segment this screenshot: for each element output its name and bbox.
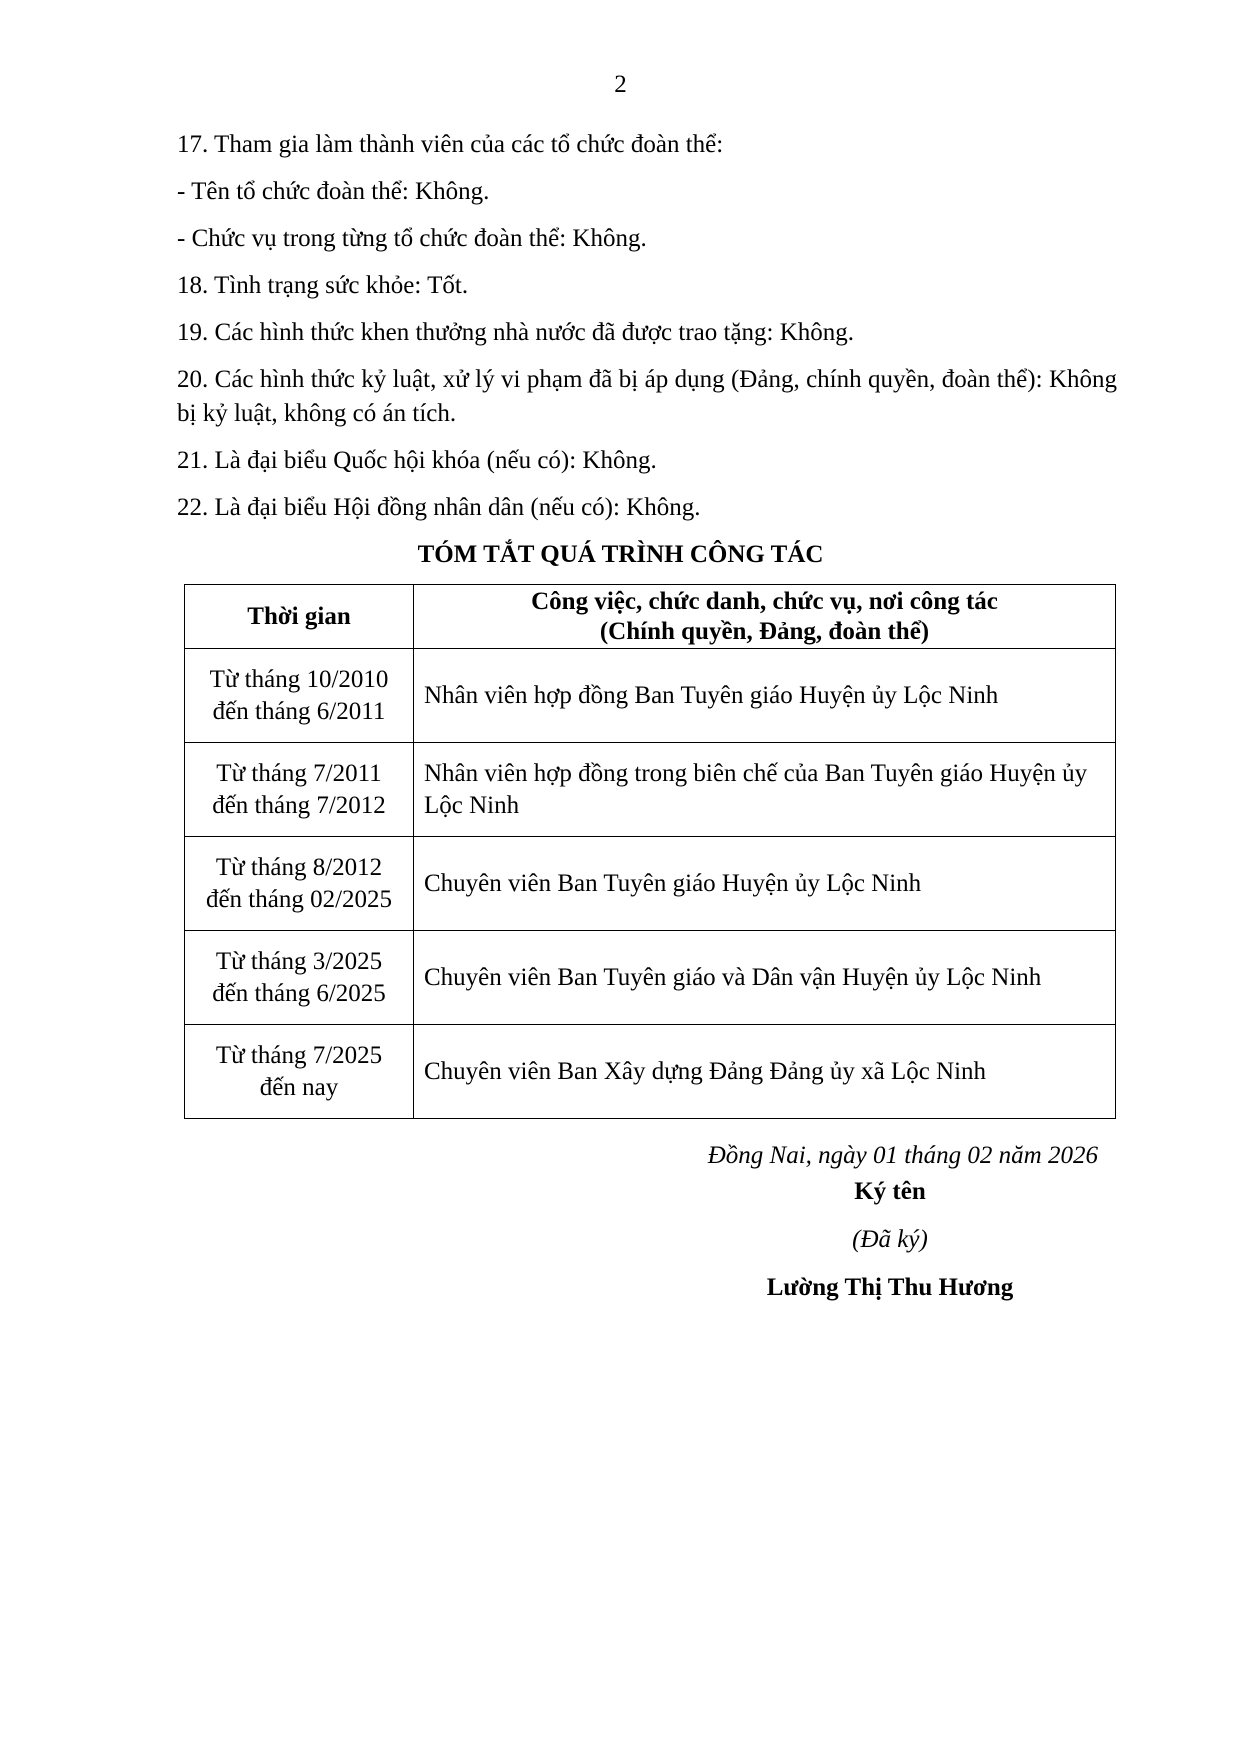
work-history-table bbox=[184, 584, 1116, 1119]
period-end: đến tháng 6/2025 bbox=[212, 979, 386, 1007]
table-row bbox=[185, 1025, 1116, 1119]
page-number: 2 bbox=[614, 71, 627, 98]
header-period: Thời gian bbox=[185, 585, 414, 649]
header-description-line2: (Chính quyền, Đảng, đoàn thể) bbox=[599, 617, 930, 645]
item-17-membership: 17. Tham gia làm thành viên của các tổ chức đoàn thể: bbox=[177, 131, 724, 158]
personal-info-list bbox=[177, 128, 1117, 538]
description-cell: Nhân viên hợp đồng Ban Tuyên giáo Huyện ủy Lộc Ninh bbox=[414, 649, 1116, 743]
period-start: Từ tháng 7/2011 bbox=[216, 759, 382, 787]
period-cell bbox=[185, 931, 414, 1025]
period-end: đến tháng 7/2012 bbox=[212, 791, 386, 819]
signature-status: (Đã ký) bbox=[852, 1226, 928, 1253]
signer-name: Lường Thị Thu Hương bbox=[766, 1274, 1014, 1301]
period-cell bbox=[185, 649, 414, 743]
description-cell: Chuyên viên Ban Tuyên giáo và Dân vận Huyện ủy Lộc Ninh bbox=[414, 931, 1116, 1025]
period-start: Từ tháng 3/2025 bbox=[215, 947, 383, 975]
table-header-row bbox=[185, 585, 1116, 649]
item-18-health: 18. Tình trạng sức khỏe: Tốt. bbox=[177, 272, 469, 299]
description-cell: Chuyên viên Ban Xây dựng Đảng Đảng ủy xã Lộc Ninh bbox=[414, 1025, 1116, 1119]
table-row bbox=[185, 837, 1116, 931]
signature-title: Ký tên bbox=[854, 1178, 926, 1205]
item-organization-position: - Chức vụ trong từng tổ chức đoàn thể: Không. bbox=[177, 225, 647, 252]
period-end: đến tháng 02/2025 bbox=[205, 885, 393, 913]
item-22-people-council: 22. Là đại biểu Hội đồng nhân dân (nếu có): Không. bbox=[177, 494, 701, 521]
period-start: Từ tháng 8/2012 bbox=[215, 853, 383, 881]
period-cell bbox=[185, 743, 414, 837]
item-20-discipline: 20. Các hình thức kỷ luật, xử lý vi phạm đã bị áp dụng (Đảng, chính quyền, đoàn thể): Không bị kỷ luật, không có án tích. bbox=[177, 366, 1117, 427]
table-row bbox=[185, 743, 1116, 837]
header-description bbox=[414, 585, 1116, 649]
header-description-line1: Công việc, chức danh, chức vụ, nơi công tác bbox=[531, 587, 998, 615]
work-history-title: TÓM TẮT QUÁ TRÌNH CÔNG TÁC bbox=[417, 541, 824, 568]
description-cell: Nhân viên hợp đồng trong biên chế của Ban Tuyên giáo Huyện ủy Lộc Ninh bbox=[414, 743, 1116, 837]
item-21-national-assembly: 21. Là đại biểu Quốc hội khóa (nếu có): Không. bbox=[177, 447, 657, 474]
period-end: đến nay bbox=[259, 1073, 339, 1101]
table-row bbox=[185, 931, 1116, 1025]
period-end: đến tháng 6/2011 bbox=[212, 697, 386, 725]
period-start: Từ tháng 7/2025 bbox=[215, 1041, 383, 1069]
period-cell bbox=[185, 1025, 414, 1119]
description-cell: Chuyên viên Ban Tuyên giáo Huyện ủy Lộc Ninh bbox=[414, 837, 1116, 931]
period-cell bbox=[185, 837, 414, 931]
item-organization-name: - Tên tổ chức đoàn thể: Không. bbox=[177, 178, 490, 205]
period-start: Từ tháng 10/2010 bbox=[209, 665, 389, 693]
table-row bbox=[185, 649, 1116, 743]
item-19-awards: 19. Các hình thức khen thưởng nhà nước đã được trao tặng: Không. bbox=[177, 319, 855, 346]
signature-place-date: Đồng Nai, ngày 01 tháng 02 năm 2026 bbox=[707, 1142, 1098, 1169]
